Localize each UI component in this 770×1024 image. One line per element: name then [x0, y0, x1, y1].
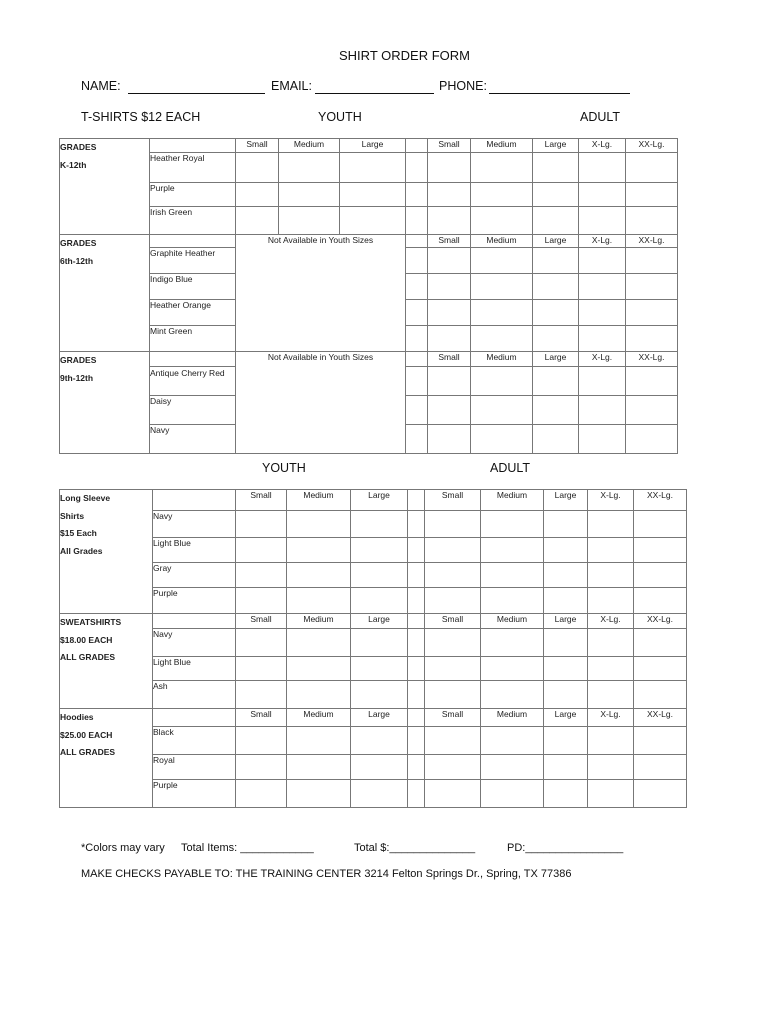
qty-cell[interactable] — [351, 657, 408, 681]
qty-cell[interactable] — [340, 183, 406, 207]
tshirt-order-table — [59, 138, 678, 454]
table-row — [60, 207, 678, 235]
qty-cell[interactable] — [588, 629, 634, 657]
size-header: Medium — [471, 139, 533, 153]
color-label: Royal — [153, 755, 236, 780]
qty-cell[interactable] — [428, 326, 471, 352]
qty-cell[interactable] — [236, 183, 279, 207]
qty-cell[interactable] — [634, 563, 687, 588]
color-label: Daisy — [150, 396, 236, 425]
qty-cell[interactable] — [481, 588, 544, 614]
pd-field[interactable]: PD:________________ — [507, 842, 624, 854]
table-row — [60, 588, 687, 614]
qty-cell[interactable] — [287, 657, 351, 681]
color-label: Purple — [150, 183, 236, 207]
grade-line: GRADES — [60, 142, 97, 152]
qty-cell[interactable] — [287, 780, 351, 808]
color-label: Navy — [153, 511, 236, 538]
grade-group-k12 — [60, 139, 150, 235]
color-label: Black — [153, 727, 236, 755]
size-header: Small — [236, 614, 287, 629]
size-header: X-Lg. — [588, 490, 634, 511]
qty-cell[interactable] — [351, 780, 408, 808]
qty-cell[interactable] — [481, 629, 544, 657]
qty-cell[interactable] — [236, 780, 287, 808]
group-line: Hoodies — [60, 712, 94, 722]
others-youth-heading: YOUTH — [262, 461, 306, 475]
qty-cell[interactable] — [425, 563, 481, 588]
qty-cell[interactable] — [533, 183, 579, 207]
qty-cell[interactable] — [533, 326, 579, 352]
group-line: $15 Each — [60, 528, 97, 538]
table-row — [60, 681, 687, 709]
grade-line: GRADES — [60, 355, 97, 365]
grade-group-9-12 — [60, 352, 150, 454]
table-row — [60, 235, 678, 248]
qty-cell[interactable] — [351, 681, 408, 709]
size-header: Medium — [471, 235, 533, 248]
qty-cell[interactable] — [588, 780, 634, 808]
size-header: Small — [425, 709, 481, 727]
qty-cell[interactable] — [481, 780, 544, 808]
qty-cell[interactable] — [471, 183, 533, 207]
qty-cell[interactable] — [579, 425, 626, 454]
name-label: NAME: — [81, 79, 121, 93]
qty-cell[interactable] — [634, 727, 687, 755]
grade-group-6-12 — [60, 235, 150, 352]
qty-cell[interactable] — [425, 657, 481, 681]
table-row — [60, 780, 687, 808]
size-header: XX-Lg. — [634, 614, 687, 629]
table-row — [60, 490, 687, 511]
table-row — [60, 727, 687, 755]
qty-cell[interactable] — [425, 755, 481, 780]
qty-cell[interactable] — [279, 183, 340, 207]
qty-cell[interactable] — [428, 367, 471, 396]
tshirts-adult-heading: ADULT — [580, 110, 621, 124]
size-header: Large — [533, 352, 579, 367]
group-line: $18.00 EACH — [60, 634, 113, 645]
qty-cell[interactable] — [544, 780, 588, 808]
qty-cell[interactable] — [287, 755, 351, 780]
size-header: Large — [351, 614, 408, 629]
group-line: $25.00 EACH — [60, 729, 113, 740]
qty-cell[interactable] — [588, 511, 634, 538]
table-row — [60, 614, 687, 629]
qty-cell[interactable] — [236, 207, 279, 235]
qty-cell[interactable] — [471, 207, 533, 235]
hoodies-group — [60, 709, 153, 808]
qty-cell[interactable] — [428, 300, 471, 326]
qty-cell[interactable] — [588, 681, 634, 709]
qty-cell[interactable] — [533, 153, 579, 183]
size-header: Large — [351, 490, 408, 511]
size-header: Large — [544, 614, 588, 629]
phone-label: PHONE: — [439, 79, 487, 93]
qty-cell[interactable] — [626, 274, 678, 300]
qty-cell[interactable] — [588, 727, 634, 755]
qty-cell[interactable] — [279, 153, 340, 183]
qty-cell[interactable] — [544, 681, 588, 709]
qty-cell[interactable] — [340, 207, 406, 235]
qty-cell[interactable] — [634, 538, 687, 563]
qty-cell[interactable] — [428, 274, 471, 300]
size-header: XX-Lg. — [634, 490, 687, 511]
qty-cell[interactable] — [351, 538, 408, 563]
not-available-note: Not Available in Youth Sizes — [236, 352, 406, 454]
qty-cell[interactable] — [579, 396, 626, 425]
qty-cell[interactable] — [428, 396, 471, 425]
size-header: XX-Lg. — [626, 139, 678, 153]
qty-cell[interactable] — [287, 588, 351, 614]
size-header: Medium — [279, 139, 340, 153]
qty-cell[interactable] — [579, 248, 626, 274]
size-header: Medium — [471, 352, 533, 367]
size-header: Small — [425, 614, 481, 629]
qty-cell[interactable] — [351, 727, 408, 755]
qty-cell[interactable] — [481, 538, 544, 563]
qty-cell[interactable] — [351, 511, 408, 538]
qty-cell[interactable] — [579, 300, 626, 326]
qty-cell[interactable] — [351, 588, 408, 614]
qty-cell[interactable] — [626, 207, 678, 235]
qty-cell[interactable] — [544, 727, 588, 755]
color-label: Ash — [153, 681, 236, 709]
size-header: XX-Lg. — [626, 235, 678, 248]
payable-note: MAKE CHECKS PAYABLE TO: THE TRAINING CENTER 3214 Felton Springs Dr., Spring, TX 77386 — [81, 868, 572, 880]
size-header: X-Lg. — [579, 235, 626, 248]
qty-cell[interactable] — [236, 755, 287, 780]
qty-cell[interactable] — [544, 588, 588, 614]
color-label: Graphite Heather — [150, 248, 236, 274]
color-label: Antique Cherry Red — [150, 367, 236, 396]
qty-cell[interactable] — [471, 274, 533, 300]
grade-line: 9th-12th — [60, 372, 94, 383]
qty-cell[interactable] — [428, 183, 471, 207]
qty-cell[interactable] — [579, 207, 626, 235]
grade-line: GRADES — [60, 238, 97, 248]
size-header: X-Lg. — [579, 352, 626, 367]
size-header: Medium — [481, 709, 544, 727]
phone-field[interactable] — [489, 93, 630, 94]
group-line: Long Sleeve — [60, 493, 111, 503]
long-sleeve-group — [60, 490, 153, 614]
size-header: Medium — [287, 709, 351, 727]
color-label: Purple — [153, 780, 236, 808]
size-header: Large — [340, 139, 406, 153]
size-header: Small — [428, 139, 471, 153]
color-label: Irish Green — [150, 207, 236, 235]
table-row — [60, 183, 678, 207]
qty-cell[interactable] — [533, 248, 579, 274]
size-header: Medium — [287, 614, 351, 629]
qty-cell[interactable] — [533, 300, 579, 326]
size-header: Small — [428, 235, 471, 248]
size-header: XX-Lg. — [626, 352, 678, 367]
colors-note: *Colors may vary — [81, 842, 165, 854]
qty-cell[interactable] — [351, 755, 408, 780]
qty-cell[interactable] — [471, 396, 533, 425]
table-row — [60, 629, 687, 657]
qty-cell[interactable] — [425, 780, 481, 808]
qty-cell[interactable] — [481, 755, 544, 780]
qty-cell[interactable] — [634, 629, 687, 657]
qty-cell[interactable] — [425, 681, 481, 709]
qty-cell[interactable] — [634, 511, 687, 538]
group-line: Shirts — [60, 510, 85, 521]
qty-cell[interactable] — [287, 563, 351, 588]
tshirts-youth-heading: YOUTH — [318, 110, 362, 124]
qty-cell[interactable] — [544, 511, 588, 538]
qty-cell[interactable] — [533, 367, 579, 396]
qty-cell[interactable] — [428, 425, 471, 454]
total-amount-field[interactable]: Total $:______________ — [354, 842, 476, 854]
qty-cell[interactable] — [236, 681, 287, 709]
form-title: SHIRT ORDER FORM — [339, 48, 470, 63]
size-header: Large — [533, 139, 579, 153]
qty-cell[interactable] — [279, 207, 340, 235]
table-row — [60, 755, 687, 780]
qty-cell[interactable] — [626, 367, 678, 396]
qty-cell[interactable] — [626, 248, 678, 274]
group-line: SWEATSHIRTS — [60, 617, 122, 627]
email-label: EMAIL: — [271, 79, 312, 93]
qty-cell[interactable] — [481, 681, 544, 709]
group-line: ALL GRADES — [60, 652, 116, 662]
qty-cell[interactable] — [579, 326, 626, 352]
qty-cell[interactable] — [588, 588, 634, 614]
table-row — [60, 511, 687, 538]
email-field[interactable] — [315, 93, 434, 94]
color-label: Heather Orange — [150, 300, 236, 326]
qty-cell[interactable] — [626, 183, 678, 207]
qty-cell[interactable] — [533, 396, 579, 425]
grade-line: 6th-12th — [60, 255, 94, 266]
qty-cell[interactable] — [634, 657, 687, 681]
qty-cell[interactable] — [428, 207, 471, 235]
qty-cell[interactable] — [287, 681, 351, 709]
tshirts-price-label: T-SHIRTS $12 EACH — [81, 110, 201, 124]
qty-cell[interactable] — [287, 511, 351, 538]
qty-cell[interactable] — [626, 425, 678, 454]
qty-cell[interactable] — [236, 727, 287, 755]
qty-cell[interactable] — [634, 681, 687, 709]
qty-cell[interactable] — [579, 367, 626, 396]
size-header: X-Lg. — [588, 614, 634, 629]
qty-cell[interactable] — [236, 657, 287, 681]
qty-cell[interactable] — [588, 755, 634, 780]
table-row — [60, 709, 687, 727]
qty-cell[interactable] — [425, 588, 481, 614]
color-label: Heather Royal — [150, 153, 236, 183]
color-label: Navy — [153, 629, 236, 657]
qty-cell[interactable] — [428, 248, 471, 274]
qty-cell[interactable] — [236, 629, 287, 657]
group-line: All Grades — [60, 545, 103, 556]
size-header: X-Lg. — [579, 139, 626, 153]
name-field[interactable] — [128, 93, 265, 94]
size-header: XX-Lg. — [634, 709, 687, 727]
qty-cell[interactable] — [588, 563, 634, 588]
qty-cell[interactable] — [351, 629, 408, 657]
qty-cell[interactable] — [481, 511, 544, 538]
color-label: Mint Green — [150, 326, 236, 352]
qty-cell[interactable] — [471, 248, 533, 274]
group-line: ALL GRADES — [60, 747, 116, 757]
color-label: Purple — [153, 588, 236, 614]
qty-cell[interactable] — [588, 657, 634, 681]
qty-cell[interactable] — [471, 300, 533, 326]
size-header: X-Lg. — [588, 709, 634, 727]
qty-cell[interactable] — [579, 153, 626, 183]
qty-cell[interactable] — [544, 538, 588, 563]
size-header: Medium — [481, 490, 544, 511]
qty-cell[interactable] — [579, 183, 626, 207]
qty-cell[interactable] — [287, 538, 351, 563]
qty-cell[interactable] — [340, 153, 406, 183]
not-available-note: Not Available in Youth Sizes — [236, 235, 406, 352]
qty-cell[interactable] — [236, 538, 287, 563]
table-row — [60, 139, 678, 153]
color-label: Indigo Blue — [150, 274, 236, 300]
qty-cell[interactable] — [481, 657, 544, 681]
size-header: Small — [236, 490, 287, 511]
qty-cell[interactable] — [544, 563, 588, 588]
table-row — [60, 538, 687, 563]
size-header: Small — [425, 490, 481, 511]
qty-cell[interactable] — [634, 755, 687, 780]
table-row — [60, 352, 678, 367]
qty-cell[interactable] — [626, 326, 678, 352]
qty-cell[interactable] — [634, 588, 687, 614]
qty-cell[interactable] — [351, 563, 408, 588]
size-header: Large — [544, 490, 588, 511]
size-header: Small — [236, 709, 287, 727]
qty-cell[interactable] — [544, 657, 588, 681]
qty-cell[interactable] — [626, 153, 678, 183]
size-header: Large — [533, 235, 579, 248]
qty-cell[interactable] — [579, 274, 626, 300]
total-items-field[interactable]: Total Items: ____________ — [181, 842, 314, 854]
qty-cell[interactable] — [626, 300, 678, 326]
others-adult-heading: ADULT — [490, 461, 531, 475]
qty-cell[interactable] — [236, 588, 287, 614]
qty-cell[interactable] — [425, 511, 481, 538]
size-header: Large — [544, 709, 588, 727]
qty-cell[interactable] — [533, 274, 579, 300]
table-row — [60, 153, 678, 183]
qty-cell[interactable] — [471, 153, 533, 183]
qty-cell[interactable] — [471, 326, 533, 352]
qty-cell[interactable] — [425, 629, 481, 657]
qty-cell[interactable] — [425, 538, 481, 563]
qty-cell[interactable] — [425, 727, 481, 755]
color-label: Light Blue — [153, 657, 236, 681]
qty-cell[interactable] — [533, 425, 579, 454]
qty-cell[interactable] — [236, 153, 279, 183]
sweatshirts-group — [60, 614, 153, 709]
qty-cell[interactable] — [544, 629, 588, 657]
qty-cell[interactable] — [471, 425, 533, 454]
grade-line: K-12th — [60, 159, 87, 170]
table-row — [60, 563, 687, 588]
qty-cell[interactable] — [287, 629, 351, 657]
other-garments-table — [59, 489, 687, 808]
color-label: Navy — [150, 425, 236, 454]
qty-cell[interactable] — [236, 563, 287, 588]
qty-cell[interactable] — [287, 727, 351, 755]
size-header: Medium — [481, 614, 544, 629]
qty-cell[interactable] — [481, 563, 544, 588]
qty-cell[interactable] — [533, 207, 579, 235]
table-row — [60, 657, 687, 681]
qty-cell[interactable] — [236, 511, 287, 538]
qty-cell[interactable] — [588, 538, 634, 563]
qty-cell[interactable] — [471, 367, 533, 396]
size-header: Medium — [287, 490, 351, 511]
qty-cell[interactable] — [428, 153, 471, 183]
qty-cell[interactable] — [634, 780, 687, 808]
size-header: Large — [351, 709, 408, 727]
color-label: Light Blue — [153, 538, 236, 563]
qty-cell[interactable] — [481, 727, 544, 755]
qty-cell[interactable] — [626, 396, 678, 425]
color-label: Gray — [153, 563, 236, 588]
qty-cell[interactable] — [544, 755, 588, 780]
size-header: Small — [236, 139, 279, 153]
size-header: Small — [428, 352, 471, 367]
